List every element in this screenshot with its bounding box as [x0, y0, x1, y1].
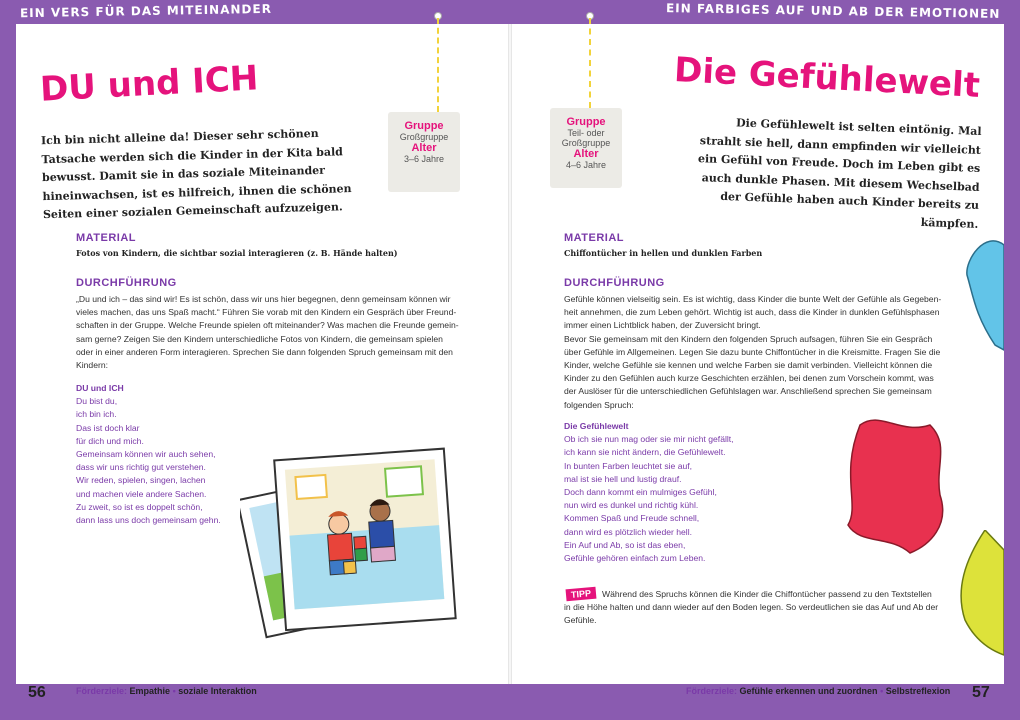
verse-line: nun wird es dunkel und richtig kühl. [564, 500, 699, 511]
footer-separator: • [880, 686, 884, 696]
footer-label: Förderziele: [686, 686, 738, 696]
footer-goal: soziale Interaktion [178, 686, 257, 696]
verse-line: Zu zweit, so ist es doppelt schön, [76, 501, 203, 512]
verse-line: Doch dann kommt ein mulmiges Gefühl, [564, 487, 717, 498]
group-value-line2: Großgruppe [561, 138, 611, 148]
left-group-age-card [388, 112, 460, 192]
text-line: heit annehmen, die zum Leben gehört. Wichtig ist auch, dass die Kinder in dunklen Gefühlsphasen [564, 307, 940, 318]
verse-line: Das ist doch klar [76, 422, 140, 433]
age-label: Alter [411, 142, 437, 154]
verse-line: Du bist du, [76, 396, 118, 407]
verse-line: Gemeinsam können wir auch sehen, [76, 449, 216, 460]
footer-goal: Empathie [129, 686, 171, 696]
right-footer [686, 686, 950, 696]
footer-goal: Selbstreflexion [885, 686, 951, 696]
hanging-string [437, 18, 439, 112]
left-procedure-text [76, 293, 476, 372]
left-material-text: Fotos von Kindern, die sichtbar sozial interagieren (z. B. Hände halten) [76, 248, 398, 258]
left-intro-text: Ich bin nicht alleine da! Dieser sehr schönen Tatsache werden sich die Kinder in der Kita bald bewusst. Damit sie in das soziale Miteinander hineinwachsen, ist es hilfreich, ihnen die schönen Seiten einer sozialen Gemeinschaft aufzuzeigen. [40, 126, 352, 222]
footer-label: Förderziele: [76, 686, 128, 696]
age-label: Alter [573, 148, 599, 160]
left-procedure-heading: DURCHFÜHRUNG [76, 277, 177, 289]
verse-line: Kommen Spaß und Freude schnell, [564, 513, 700, 524]
right-material-heading: MATERIAL [564, 232, 625, 244]
text-line: vieles machen, das uns Spaß macht.“ Führen Sie vorab mit den Kindern ein Gespräch über Freund- [76, 307, 457, 318]
text-line: Während des Spruchs können die Kinder die Chiffontücher passend zu den Textstellen [602, 589, 932, 599]
text-line: Bevor Sie gemeinsam mit den Kindern den folgenden Spruch aufsagen, führen Sie ein Gespräch [564, 333, 933, 344]
left-page-title: DU und ICH [39, 58, 260, 110]
text-line: immer einen Lichtblick haben, der Zuversicht bringt. [564, 320, 761, 331]
right-page-title: Die Gefühlewelt [673, 50, 981, 106]
text-line: der Auslöser für die unterschiedlichen Gefühlslagen war. Anschließend sprechen Sie gemeinsam [564, 386, 932, 397]
verse-line: Ein Auf und Ab, so ist das eben, [564, 539, 686, 550]
left-verse [76, 382, 221, 527]
verse-line: dass wir uns richtig gut verstehen. [76, 462, 206, 473]
right-section-header: EIN FARBIGES AUF UND AB DER EMOTIONEN [665, 1, 1001, 21]
text-line: Kinder, welche Gefühle sie kennen und welche Farben sie damit verbinden. Vielleicht können die [564, 360, 933, 371]
verse-line: Wir reden, spielen, singen, lachen [76, 475, 206, 486]
right-verse [564, 420, 734, 565]
group-label: Gruppe [566, 116, 606, 128]
text-line: Gefühle. [564, 615, 597, 626]
tip-badge: TIPP [566, 587, 597, 602]
children-photos-illustration [240, 440, 470, 640]
blue-scarf-illustration [955, 235, 1004, 365]
red-scarf-illustration [840, 405, 960, 560]
footer-goal: Gefühle erkennen und zuordnen [739, 686, 878, 696]
text-line: schaften in der Gruppe. Welche Freunde spielen oft miteinander? Was machen die Freunde gemein- [76, 320, 459, 331]
hanging-string [589, 18, 591, 108]
book-spine [508, 24, 512, 684]
text-line: oder in einer anderen Form interagieren. Sprechen Sie dann folgenden Spruch gemeinsam mit den [76, 346, 453, 357]
right-group-age-card [550, 108, 622, 188]
verse-title: Die Gefühlewelt [564, 421, 629, 431]
verse-line: ich kann sie nicht ändern, die Gefühlewelt. [564, 447, 726, 458]
group-value-line1: Teil- oder [567, 128, 605, 138]
right-material-text: Chiffontücher in hellen und dunklen Farben [564, 248, 763, 258]
verse-line: für dich und mich. [76, 435, 144, 446]
left-material-heading: MATERIAL [76, 232, 137, 244]
group-value: Großgruppe [399, 132, 449, 142]
right-intro-text: Die Gefühlewelt ist selten eintönig. Mal strahlt sie hell, dann empfinden wir vielleicht ein Gefühl von Freude. Doch im Leben gibt es auch dunkle Phasen. Mit diesem Wechselbad der Gefühle haben auch Kinder bereits zu kämpfen. [697, 116, 982, 231]
verse-line: mal ist sie hell und lustig drauf. [564, 473, 682, 484]
right-procedure-text [564, 293, 964, 412]
text-line: sam gerne? Zeigen Sie den Kindern unterschiedliche Fotos von Kindern, die gemeinsam spielen [76, 333, 443, 344]
right-page-number: 57 [972, 684, 990, 701]
left-footer [76, 686, 257, 696]
text-line: „Du und ich – das sind wir! Es ist schön, dass wir uns hier begegnen, denn gemeinsam können wir [76, 294, 451, 304]
age-value: 3–6 Jahre [403, 154, 445, 164]
age-value: 4–6 Jahre [565, 160, 607, 170]
verse-line: dann lass uns doch gemeinsam gehn. [76, 515, 221, 526]
verse-line: dann wird es plötzlich wieder hell. [564, 526, 693, 537]
verse-line: In bunten Farben leuchtet sie auf, [564, 460, 693, 471]
left-section-header: EIN VERS FÜR DAS MITEINANDER [19, 1, 272, 21]
text-line: Kinder zu den Gefühlen auch kurze Geschichten erzählen, bei denen zum Vorschein kommt, was [564, 373, 934, 384]
text-line: in die Höhe halten und dann wieder auf den Boden legen. So verdeutlichen sie das Auf und Ab der [564, 602, 939, 613]
text-line: über Gefühle im Allgemeinen. Legen Sie dazu bunte Chiffontücher in die Kreismitte. Fragen Sie die [564, 346, 941, 357]
verse-line: Gefühle gehören einfach zum Leben. [564, 553, 706, 564]
group-label: Gruppe [404, 120, 444, 132]
verse-line: ich bin ich. [76, 409, 117, 420]
text-line: Gefühle können vielseitig sein. Es ist wichtig, dass Kinder die bunte Welt der Gefühle als Gegeben- [564, 294, 942, 304]
left-page-number: 56 [28, 684, 46, 701]
text-line: Kindern: [76, 360, 109, 371]
tip-text [564, 588, 964, 628]
text-line: folgenden Spruch: [564, 399, 634, 410]
right-procedure-heading: DURCHFÜHRUNG [564, 277, 665, 289]
verse-line: Ob ich sie nun mag oder sie mir nicht gefällt, [564, 434, 734, 445]
verse-title: DU und ICH [76, 383, 124, 393]
verse-line: und machen viele andere Sachen. [76, 488, 207, 499]
footer-separator: • [172, 686, 176, 696]
yellow-scarf-illustration [955, 530, 1004, 660]
